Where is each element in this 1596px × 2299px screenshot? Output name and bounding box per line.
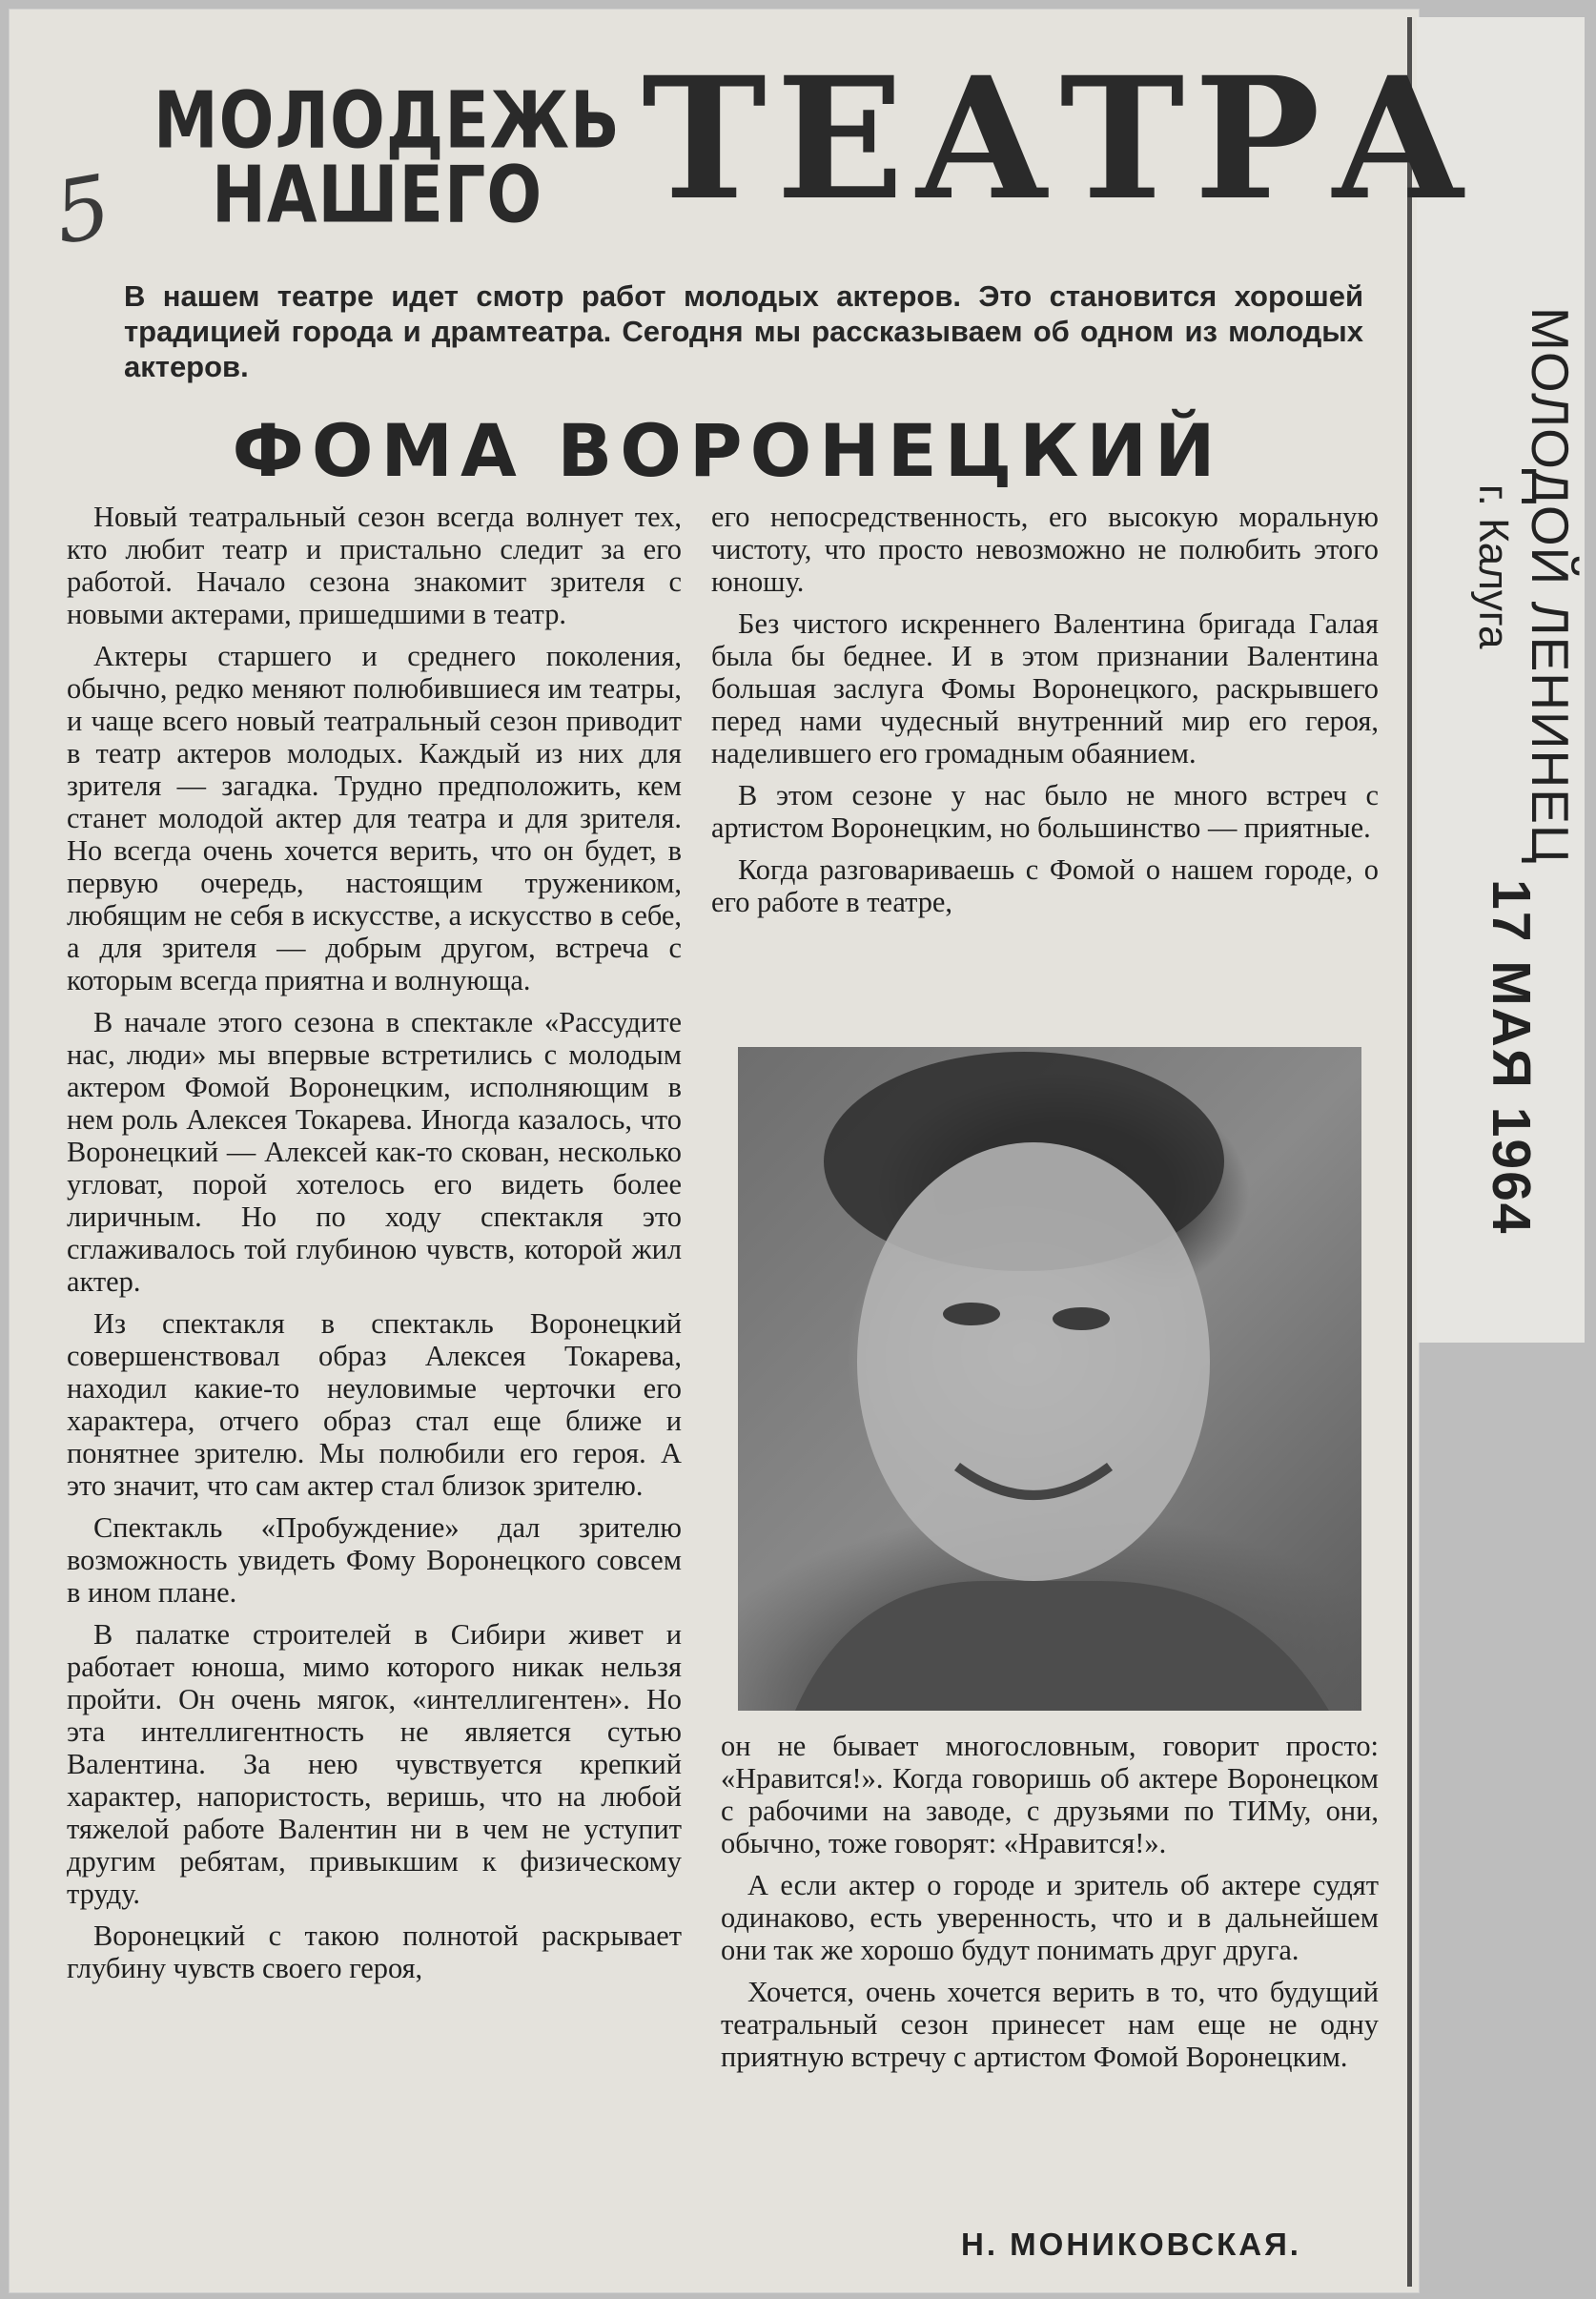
author-signature: Н. МОНИКОВСКАЯ. bbox=[961, 2227, 1301, 2262]
paragraph: Хочется, очень хочется верить в то, что будущий театральный сезон принесет нам еще не одну приятную встречу с артистом Фомой Воронецким. bbox=[721, 1976, 1379, 2073]
paragraph: Новый театральный сезон всегда волнует тех, кто любит театр и пристально следит за его работой. Начало сезона знакомит зрителя с новыми актерами, пришедшими в театр. bbox=[67, 501, 682, 630]
intro-paragraph: В нашем театре идет смотр работ молодых актеров. Это становится хорошей традицией города и драмтеатра. Сегодня мы рассказываем об одном из молодых актеров. bbox=[124, 279, 1363, 383]
source-date: 17 МАЯ 1964 bbox=[1481, 879, 1542, 1236]
paragraph: он не бывает многословным, говорит просто: «Нравится!». Когда говоришь об актере Воронецком с рабочими на заводе, с друзьями по ТИМу, они, обычно, тоже говорят: «Нравится!». bbox=[721, 1730, 1379, 1859]
heading-line-2: НАШЕГО bbox=[212, 151, 543, 241]
actor-portrait-photo bbox=[738, 1047, 1361, 1711]
source-newspaper-name: МОЛОДОЙ ЛЕНИНЕЦ bbox=[1521, 307, 1580, 865]
handwritten-number: 5 bbox=[47, 155, 118, 265]
heading-big-word: ТЕАТРА bbox=[642, 40, 1477, 237]
source-city: г. Калуга bbox=[1470, 484, 1517, 649]
paragraph: Воронецкий с такою полнотой раскрывает глубину чувств своего героя, bbox=[67, 1919, 682, 1984]
paragraph: В начале этого сезона в спектакле «Рассудите нас, люди» мы впервые встретились с молодым актером Фомой Воронецким, исполняющим в нем роль Алексея Токарева. Иногда казалось, что Воронецкий — Алексей как-то скован, несколько угловат, порой хотелось его видеть более лиричным. Но по ходу спектакля это сглаживалось той глубиною чувств, которой жил актер. bbox=[67, 1006, 682, 1298]
portrait-illustration bbox=[738, 1047, 1361, 1711]
paragraph: А если актер о городе и зритель об актере судят одинаково, есть уверенность, что и в дальнейшем они так же хорошо будут понимать друг друга. bbox=[721, 1869, 1379, 1966]
article-title: ФОМА ВОРОНЕЦКИЙ bbox=[232, 408, 1223, 493]
text-column-right-top bbox=[711, 501, 1379, 928]
paragraph: Без чистого искреннего Валентина бригада Галая была бы беднее. И в этом признании Валентина большая заслуга Фомы Воронецкого, раскрывшего перед нами чудесный внутренний мир его героя, наделившего его громадным обаянием. bbox=[711, 607, 1379, 770]
heading-line-1: МОЛОДЕЖЬ bbox=[153, 76, 621, 167]
paragraph: Из спектакля в спектакль Воронецкий совершенствовал образ Алексея Токарева, находил какие-то неуловимые черточки его характера, отчего образ стал еще ближе и понятнее зрителю. Мы полюбили его героя. А это значит, что сам актер стал близок зрителю. bbox=[67, 1307, 682, 1502]
paragraph: Спектакль «Пробуждение» дал зрителю возможность увидеть Фому Воронецкого совсем в ином плане. bbox=[67, 1511, 682, 1609]
paragraph: его непосредственность, его высокую моральную чистоту, что просто невозможно не полюбить этого юношу. bbox=[711, 501, 1379, 598]
paragraph: Актеры старшего и среднего поколения, обычно, редко меняют полюбившиеся им театры, и чаще всего новый театральный сезон приводит в театр актеров молодых. Каждый из них для зрителя — загадка. Трудно предположить, кем станет молодой актер для театра и для зрителя. Но всегда очень хочется верить, что он будет, в первую очередь, настоящим тружеником, любящим не себя в искусстве, а искусство в себе, а для зрителя — добрым другом, встреча с которым всегда приятна и волнующа. bbox=[67, 640, 682, 996]
paragraph: В этом сезоне у нас было не много встреч с артистом Воронецким, но большинство — приятные. bbox=[711, 779, 1379, 844]
paragraph: Когда разговариваешь с Фомой о нашем городе, о его работе в театре, bbox=[711, 853, 1379, 918]
text-column-right-bottom bbox=[721, 1730, 1379, 2083]
paragraph: В палатке строителей в Сибири живет и работает юноша, мимо которого никак нельзя пройти. Он очень мягок, «интеллигентен». Но эта интеллигентность не является сутью Валентина. За нею чувствуется крепкий характер, напористость, веришь, что на любой тяжелой работе Валентин ни в чем не уступит другим ребятам, привыкшим к физическому труду. bbox=[67, 1618, 682, 1910]
text-column-left bbox=[67, 501, 682, 1994]
clipping-cut-line bbox=[1407, 17, 1412, 2287]
